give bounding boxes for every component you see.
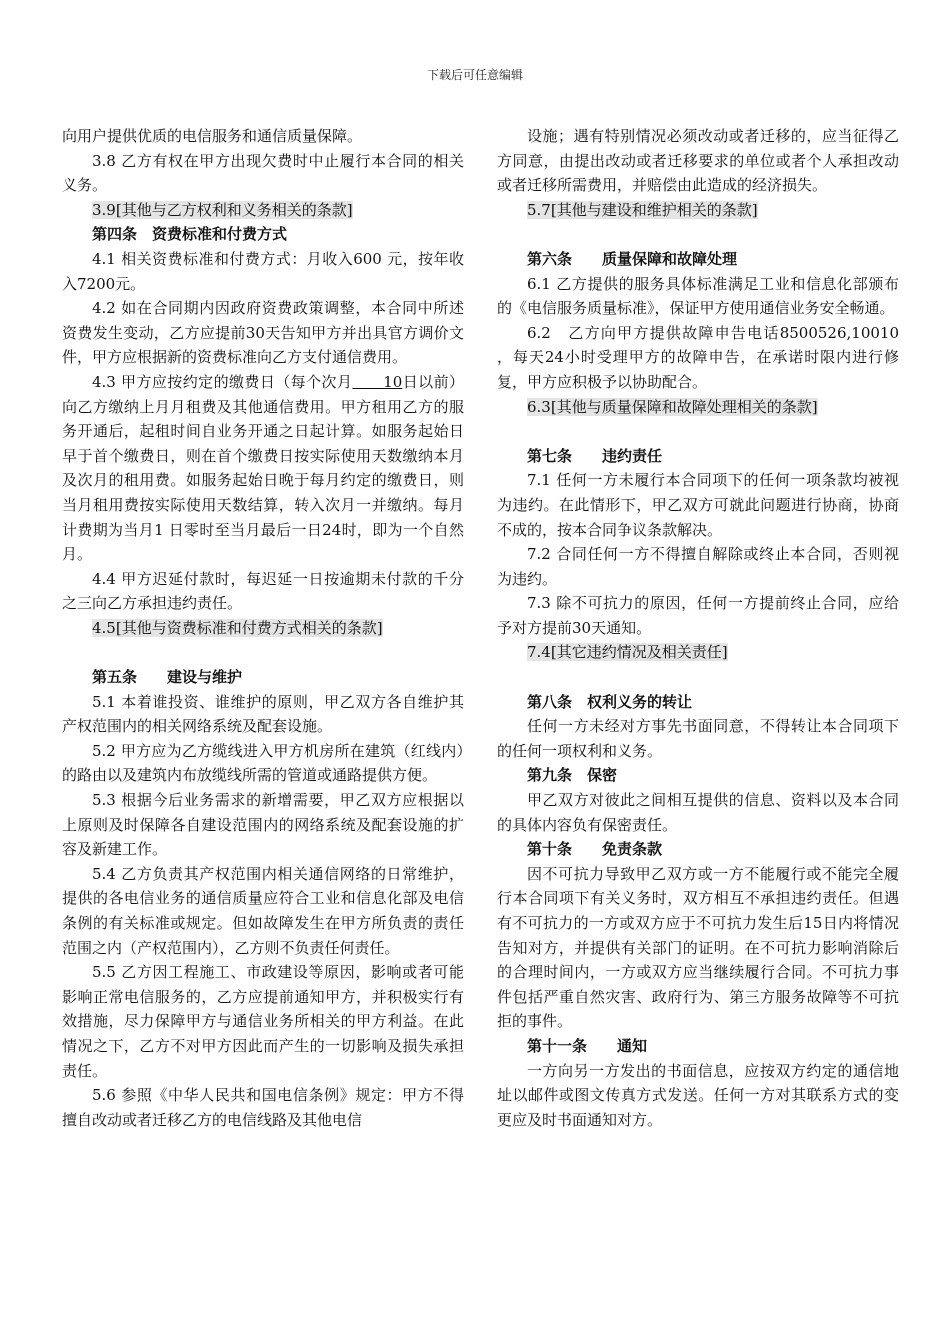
article-11-text: 一方向另一方发出的书面信息，应按双方约定的通信地址以邮件或图文传真方式发送。任何一方对其联系方式的变更应及时书面通知对方。 — [497, 1061, 899, 1129]
article-10-text: 因不可抗力导致甲乙双方或一方不能履行或不能完全履行本合同项下有关义务时，双方相互不承担违约责任。但遇有不可抗力的一方或双方应于不可抗力发生后15日内将情况告知对方，并提供有关部门的证明。在不可抗力影响消除后的合理时间内，一方或双方应当继续履行合同。不可抗力事件包括严重自然灾害、政府行为、第三方服务故障等不可抗拒的事件。 — [497, 864, 899, 1031]
clause-7-2: 7.2 合同任何一方不得擅自解除或终止本合同，否则视为违约。 — [497, 545, 899, 588]
clause-3-8: 3.8 乙方有权在甲方出现欠费时中止履行本合同的相关义务。 — [62, 151, 464, 195]
clause-3-9 — [62, 198, 464, 223]
clause-7-3: 7.3 除不可抗力的原因，任何一方提前终止合同，应给予对方提前30天通知。 — [497, 594, 899, 637]
placeholder-highlight: 7.4[其它违约情况及相关责任] — [527, 643, 728, 662]
clause-4-3-text: 4.3 甲方应按约定的缴费日（每个次月 — [92, 372, 353, 391]
clause-5-2: 5.2 甲方应为乙方缆线进入甲方机房所在建筑（红线内）的路由以及建筑内布放缆线所需的管道或通路提供方便。 — [62, 741, 464, 785]
clause-7-4 — [497, 640, 899, 665]
clause-5-6-continued: 设施；遇有特别情况必须改动或者迁移的，应当征得乙方同意，由提出改动或者迁移要求的单位或者个人承担改动或者迁移所需费用，并赔偿由此造成的经济损失。 — [497, 127, 899, 195]
clause-5-7 — [497, 198, 899, 223]
paragraph: 向用户提供优质的电信服务和通信质量保障。 — [62, 127, 363, 145]
clause-4-3-text-cont: 日以前）向乙方缴纳上月月租费及其他通信费用。甲方租用乙方的服务开通后，起租时间自业务开通之日起计算。如服务起始日早于首个缴费日，则在首个缴费日按实际使用天数缴纳本月及次月的租用费。如服务起始日晚于每月约定的缴费日，则当月租用费按实际使用天数结算，转入次月一并缴纳。每月计费期为当月1 日零时至当月最后一日24时，即为一个自然月。 — [62, 372, 464, 564]
spacer — [497, 222, 899, 247]
clause-5-3: 5.3 根据今后业务需求的新增需要，甲乙双方应根据以上原则及时保障各自建设范围内的网络系统及配套设施的扩容及新建工作。 — [62, 791, 464, 859]
clause-6-3 — [497, 395, 899, 420]
article-7-heading: 第七条 违约责任 — [527, 446, 663, 465]
article-9-text: 甲乙双方对彼此之间相互提供的信息、资料以及本合同的具体内容负有保密责任。 — [497, 791, 899, 834]
clause-4-5 — [62, 616, 464, 641]
article-11-heading: 第十一条 通知 — [527, 1036, 648, 1055]
clause-4-1: 4.1 相关资费标准和付费方式：月收入600 元，按年收入7200元。 — [62, 249, 464, 293]
article-8-text: 任何一方未经对方事先书面同意，不得转让本合同项下的任何一项权利和义务。 — [497, 717, 899, 760]
left-column — [62, 124, 464, 1132]
spacer — [497, 665, 899, 690]
clause-5-5: 5.5 乙方因工程施工、市政建设等原因，影响或者可能影响正常电信服务的，乙方应提前通知甲方，并积极实行有效措施，尽力保障甲方与通信业务所相关的甲方利益。在此情况之下，乙方不对甲方因此而产生的一切影响及损失承担责任。 — [62, 963, 464, 1080]
article-8-heading: 第八条 权利义务的转让 — [527, 692, 693, 711]
spacer — [497, 419, 899, 444]
placeholder-highlight: 3.9[其他与乙方权利和义务相关的条款] — [92, 200, 353, 219]
payment-day-fill: 10 — [352, 372, 403, 391]
clause-7-1: 7.1 任何一方未履行本合同项下的任何一项条款均被视为违约。在此情形下，甲乙双方可就此问题进行协商，协商不成的，按本合同争议条款解决。 — [497, 471, 899, 539]
placeholder-highlight: 6.3[其他与质量保障和故障处理相关的条款] — [527, 397, 818, 416]
article-10-heading: 第十条 免责条款 — [527, 840, 663, 859]
article-6-heading: 第六条 质量保障和故障处理 — [527, 249, 738, 268]
article-9-heading: 第九条 保密 — [527, 766, 618, 785]
placeholder-highlight: 4.5[其他与资费标准和付费方式相关的条款] — [92, 618, 383, 637]
clause-6-2: 6.2 乙方向甲方提供故障申告电话8500526,10010 ，每天24小时受理甲方的故障申告，在承诺时限内进行修复，甲方应积极予以协助配合。 — [497, 323, 899, 391]
clause-5-6: 5.6 参照《中华人民共和国电信条例》规定：甲方不得擅自改动或者迁移乙方的电信线路及其他电信 — [62, 1086, 464, 1129]
right-column — [497, 124, 899, 1132]
spacer — [62, 640, 464, 665]
clause-5-4: 5.4 乙方负责其产权范围内相关通信网络的日常维护，提供的各电信业务的通信质量应符合工业和信息化部及电信条例的有关标准或规定。但如故障发生在甲方所负责的责任范围之内（产权范围内），乙方则不负责任何责任。 — [62, 864, 464, 957]
article-5-heading: 第五条 建设与维护 — [92, 668, 243, 687]
page-header: 下载后可任意编辑 — [426, 68, 523, 82]
clause-6-1: 6.1 乙方提供的服务具体标准满足工业和信息化部颁布的《电信服务质量标准》，保证甲方使用通信业务安全畅通。 — [497, 274, 899, 318]
placeholder-highlight: 5.7[其他与建设和维护相关的条款] — [527, 200, 758, 219]
clause-4-3 — [62, 370, 464, 567]
clause-4-2: 4.2 如在合同期内因政府资费政策调整，本合同中所述资费发生变动，乙方应提前30天告知甲方并出具官方调价文件，甲方应根据新的资费标准向乙方支付通信费用。 — [62, 299, 464, 367]
clause-4-4: 4.4 甲方迟延付款时，每迟延一日按逾期未付款的千分之三向乙方承担违约责任。 — [62, 569, 464, 613]
clause-5-1: 5.1 本着谁投资、谁维护的原则，甲乙双方各自维护其产权范围内的相关网络系统及配套设施。 — [62, 692, 464, 736]
article-4-heading: 第四条 资费标准和付费方式 — [92, 225, 288, 244]
